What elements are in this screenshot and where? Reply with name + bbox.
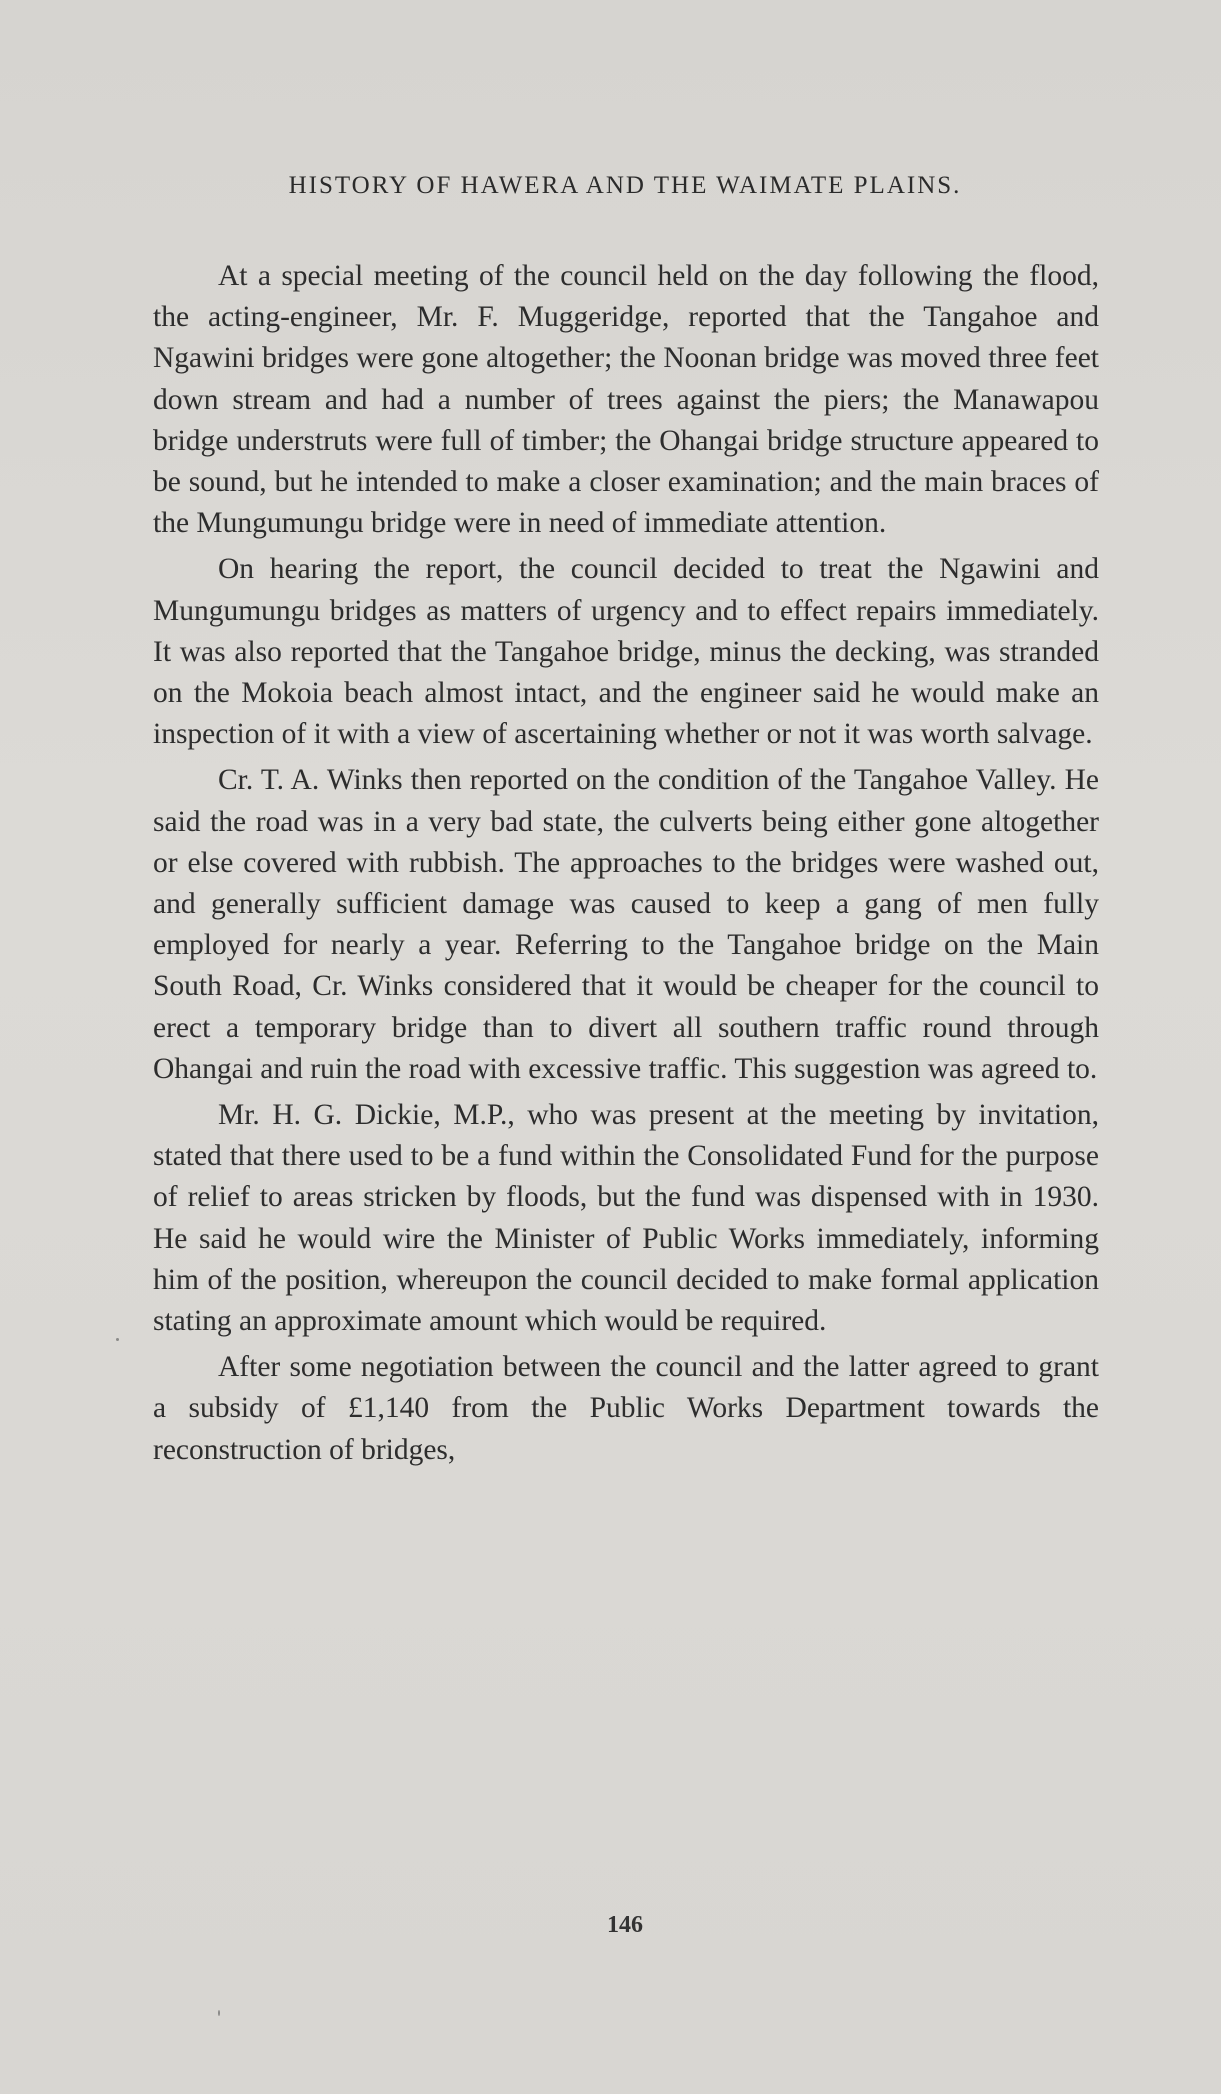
paper-speck: [116, 1338, 119, 1341]
body-text: [153, 256, 1099, 1476]
paragraph-council-decision: On hearing the report, the council decided to treat the Ngawini and Mungumungu bridges as matters of urgency and to effect repairs immediately. It was also reported that the Tangahoe bridge, minus the decking, was stranded on the Mokoia beach almost intact, and the engineer said he would make an inspection of it with a view of ascertaining whether or not it was worth salvage.: [153, 553, 1099, 751]
paragraph-winks-report: Cr. T. A. Winks then reported on the condition of the Tangahoe Valley. He said the road was in a very bad state, the culverts being either gone altogether or else covered with rubbish. The approaches to the bridges were washed out, and generally sufficient damage was caused to keep a gang of men fully employed for nearly a year. Referring to the Tangahoe bridge on the Main South Road, Cr. Winks considered that it would be cheaper for the council to erect a temporary bridge than to divert all southern traffic round through Ohangai and ruin the road with excessive traffic. This suggestion was agreed to.: [153, 764, 1099, 1085]
running-title: HISTORY OF HAWERA AND THE WAIMATE PLAINS.: [288, 172, 962, 199]
page-number: 146: [607, 1912, 643, 1938]
paragraph-flood-report: At a special meeting of the council held on the day following the flood, the acting-engineer, Mr. F. Muggeridge, reported that the Tangahoe and Ngawini bridges were gone altogether; the Noonan bridge was moved three feet down stream and had a number of trees against the piers; the Manawapou bridge understruts were full of timber; the Ohangai bridge structure appeared to be sound, but he intended to make a closer examination; and the main braces of the Mungumungu bridge were in need of immediate attention.: [153, 260, 1099, 540]
paragraph-subsidy: After some negotiation between the council and the latter agreed to grant a subsidy of £1,140 from the Public Works Department towards the reconstruction of bridges,: [153, 1351, 1099, 1466]
paragraph-dickie-statement: Mr. H. G. Dickie, M.P., who was present at the meeting by invitation, stated that there used to be a fund within the Consolidated Fund for the purpose of relief to areas stricken by floods, but the fund was dispensed with in 1930. He said he would wire the Minister of Public Works immediately, informing him of the position, whereupon the council decided to make formal application stating an approximate amount which would be required.: [153, 1099, 1099, 1338]
paper-speck: [218, 2010, 220, 2016]
